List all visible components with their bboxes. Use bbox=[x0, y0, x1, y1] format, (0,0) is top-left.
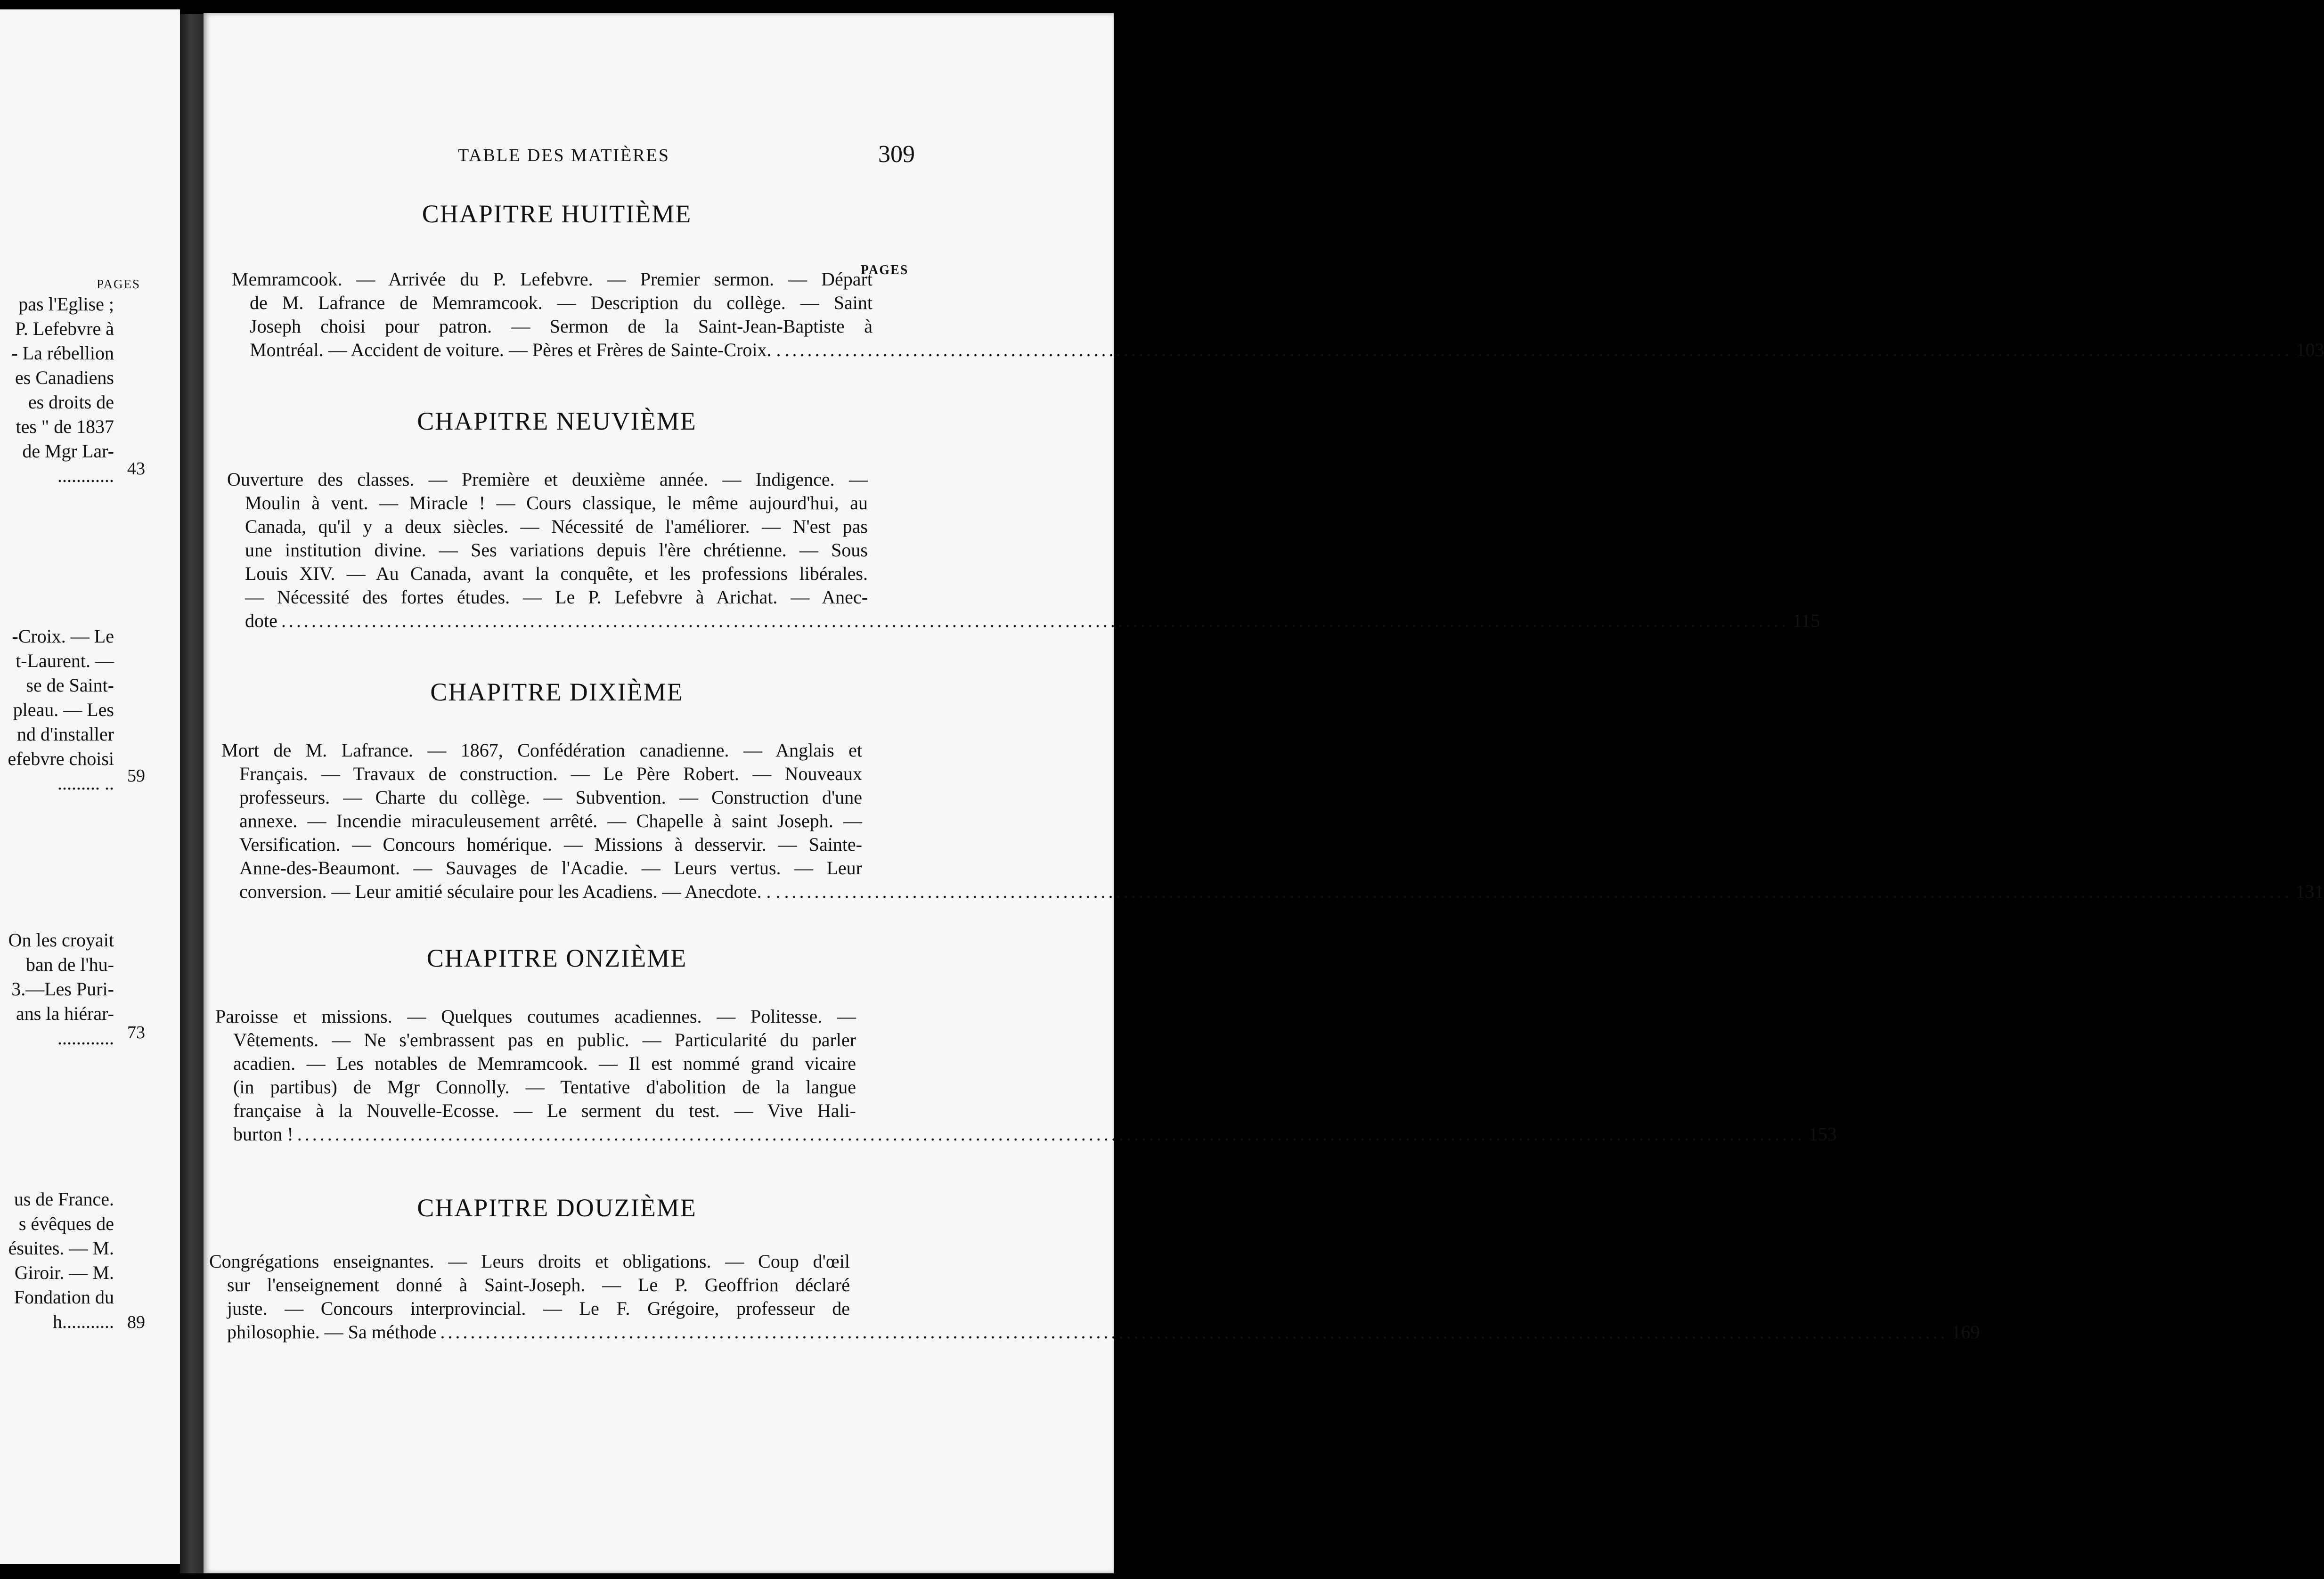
chapter-page-number: 131 bbox=[2295, 881, 2324, 902]
chapter-title: CHAPITRE HUITIÈME bbox=[422, 200, 692, 228]
left-entry-line: s évêques de bbox=[18, 1213, 114, 1234]
pages-column-label: PAGES bbox=[861, 263, 909, 277]
dot-leader: ........................................................................................................................................................................................................ bbox=[784, 881, 2292, 902]
left-entry-line: -Croix. — Le bbox=[12, 626, 114, 647]
summary-line: — Nécessité des fortes études. — Le P. Lefebvre à Arichat. — Anec- bbox=[245, 586, 868, 608]
summary-last-line bbox=[221, 880, 2324, 903]
summary-line: Mort de M. Lafrance. — 1867, Confédération canadienne. — Anglais et bbox=[221, 740, 862, 761]
summary-line: juste. — Concours interprovincial. — Le F. Grégoire, professeur de bbox=[227, 1298, 850, 1319]
left-entry-line: ............ bbox=[57, 1027, 114, 1049]
summary-line: française à la Nouvelle-Ecosse. — Le serment du test. — Vive Hali- bbox=[233, 1100, 856, 1121]
summary-line: (in partibus) de Mgr Connolly. — Tentative d'abolition de la langue bbox=[233, 1076, 856, 1098]
chapter-page-number: 153 bbox=[1808, 1123, 1837, 1145]
left-entry-line: Fondation du bbox=[14, 1286, 114, 1308]
summary-last-line bbox=[215, 1123, 1837, 1146]
chapter-title: CHAPITRE DOUZIÈME bbox=[417, 1194, 697, 1222]
summary-line: conversion. — Leur amitié séculaire pour les Acadiens. — Anecdote. . . bbox=[239, 881, 781, 902]
chapter-page-number: 103 bbox=[2296, 339, 2324, 360]
summary-line: Français. — Travaux de construction. — Le Père Robert. — Nouveaux bbox=[239, 763, 862, 784]
dot-leader: ........................................................................................................................................................................................................ bbox=[440, 1321, 1948, 1343]
summary-line: de M. Lafrance de Memramcook. — Description du collège. — Saint bbox=[250, 292, 873, 313]
left-entry-block bbox=[0, 1187, 114, 1334]
left-entry-line: ésuites. — M. bbox=[8, 1237, 114, 1259]
left-pages-header: PAGES bbox=[97, 277, 141, 291]
left-entry-line: - La rébellion bbox=[11, 342, 114, 364]
summary-line: Congrégations enseignantes. — Leurs droits et obligations. — Coup d'œil bbox=[209, 1251, 850, 1272]
chapter-title: CHAPITRE NEUVIÈME bbox=[417, 407, 697, 435]
dot-leader: ........................................................................................................................................................................................................ bbox=[297, 1123, 1805, 1145]
left-entry-line: pas l'Eglise ; bbox=[18, 293, 114, 315]
left-page-number: 73 bbox=[127, 1023, 145, 1042]
left-entry-line: pleau. — Les bbox=[13, 699, 114, 720]
summary-line: annexe. — Incendie miraculeusement arrêté. — Chapelle à saint Joseph. — bbox=[239, 810, 862, 831]
summary-line: Moulin à vent. — Miracle ! — Cours classique, le même aujourd'hui, au bbox=[245, 492, 868, 513]
left-entry-block bbox=[0, 292, 114, 488]
summary-line: Paroisse et missions. — Quelques coutumes acadiennes. — Politesse. — bbox=[215, 1006, 856, 1027]
left-page-number: 43 bbox=[127, 459, 145, 479]
left-entry-block bbox=[0, 624, 114, 796]
left-entry-line: de Mgr Lar- bbox=[22, 440, 114, 462]
summary-last-line bbox=[232, 338, 2324, 362]
left-entry-line: es Canadiens bbox=[15, 367, 114, 388]
left-entry-line: efebvre choisi bbox=[8, 748, 114, 769]
dot-leader: ........................................................................................................................................................................................................ bbox=[784, 339, 2292, 360]
left-entry-line: ......... .. bbox=[57, 773, 114, 794]
left-entry-line: tes " de 1837 bbox=[16, 416, 114, 437]
chapter-summary bbox=[227, 468, 1820, 633]
summary-line: professeurs. — Charte du collège. — Subvention. — Construction d'une bbox=[239, 787, 862, 808]
summary-line: philosophie. — Sa méthode bbox=[227, 1321, 437, 1343]
summary-line: Montréal. — Accident de voiture. — Pères et Frères de Sainte-Croix. . bbox=[250, 339, 781, 360]
left-entry-block bbox=[0, 928, 114, 1050]
running-head: TABLE DES MATIÈRES bbox=[458, 146, 670, 165]
left-entry-line: se de Saint- bbox=[26, 675, 114, 696]
left-entry-line: t-Laurent. — bbox=[16, 650, 114, 671]
left-page bbox=[0, 9, 180, 1564]
chapter-summary bbox=[215, 1005, 1837, 1146]
chapter-summary bbox=[209, 1250, 1980, 1344]
left-entry-line: ............ bbox=[57, 465, 114, 486]
folio-page-number: 309 bbox=[878, 141, 915, 168]
summary-line: sur l'enseignement donné à Saint-Joseph. — Le P. Geoffrion déclaré bbox=[227, 1274, 850, 1295]
left-entry-line: Giroir. — M. bbox=[14, 1262, 114, 1283]
summary-line: Versification. — Concours homérique. — Missions à desservir. — Sainte- bbox=[239, 834, 862, 855]
left-page-number: 59 bbox=[127, 766, 145, 786]
summary-last-line bbox=[227, 609, 1820, 633]
chapter-page-number: 169 bbox=[1951, 1321, 1980, 1343]
summary-line: burton ! bbox=[233, 1123, 294, 1145]
left-entry-line: h........... bbox=[53, 1311, 114, 1332]
summary-line: dote bbox=[245, 610, 277, 631]
summary-line: Ouverture des classes. — Première et deuxième année. — Indigence. — bbox=[227, 469, 868, 490]
left-page-number: 89 bbox=[127, 1312, 145, 1332]
left-entry-line: us de France. bbox=[14, 1188, 114, 1210]
summary-line: Vêtements. — Ne s'embrassent pas en public. — Particularité du parler bbox=[233, 1029, 856, 1050]
chapter-title: CHAPITRE DIXIÈME bbox=[430, 678, 684, 706]
chapter-summary bbox=[221, 739, 2324, 903]
summary-line: Anne-des-Beaumont. — Sauvages de l'Acadie. — Leurs vertus. — Leur bbox=[239, 857, 862, 879]
left-entry-line: ans la hiérar- bbox=[16, 1003, 114, 1024]
summary-last-line bbox=[209, 1320, 1980, 1344]
chapter-page-number: 115 bbox=[1792, 610, 1820, 631]
left-entry-line: es droits de bbox=[28, 391, 114, 413]
left-entry-line: 3.—Les Puri- bbox=[11, 978, 114, 1000]
left-entry-line: ban de l'hu- bbox=[25, 954, 114, 975]
summary-line: Louis XIV. — Au Canada, avant la conquête, et les professions libérales. bbox=[245, 563, 868, 584]
right-page bbox=[204, 13, 2324, 1573]
summary-line: une institution divine. — Ses variations depuis l'ère chrétienne. — Sous bbox=[245, 539, 868, 561]
summary-line: Memramcook. — Arrivée du P. Lefebvre. — Premier sermon. — Départ bbox=[232, 269, 873, 290]
left-entry-line: P. Lefebvre à bbox=[15, 318, 114, 339]
dot-leader: ........................................................................................................................................................................................................ bbox=[281, 610, 1789, 631]
summary-line: Joseph choisi pour patron. — Sermon de la Saint-Jean-Baptiste à bbox=[250, 316, 873, 337]
summary-line: acadien. — Les notables de Memramcook. — Il est nommé grand vicaire bbox=[233, 1053, 856, 1074]
summary-line: Canada, qu'il y a deux siècles. — Nécessité de l'améliorer. — N'est pas bbox=[245, 516, 868, 537]
chapter-title: CHAPITRE ONZIÈME bbox=[426, 944, 687, 972]
left-entry-line: nd d'installer bbox=[16, 724, 114, 745]
left-entry-line: On les croyait bbox=[8, 929, 114, 951]
